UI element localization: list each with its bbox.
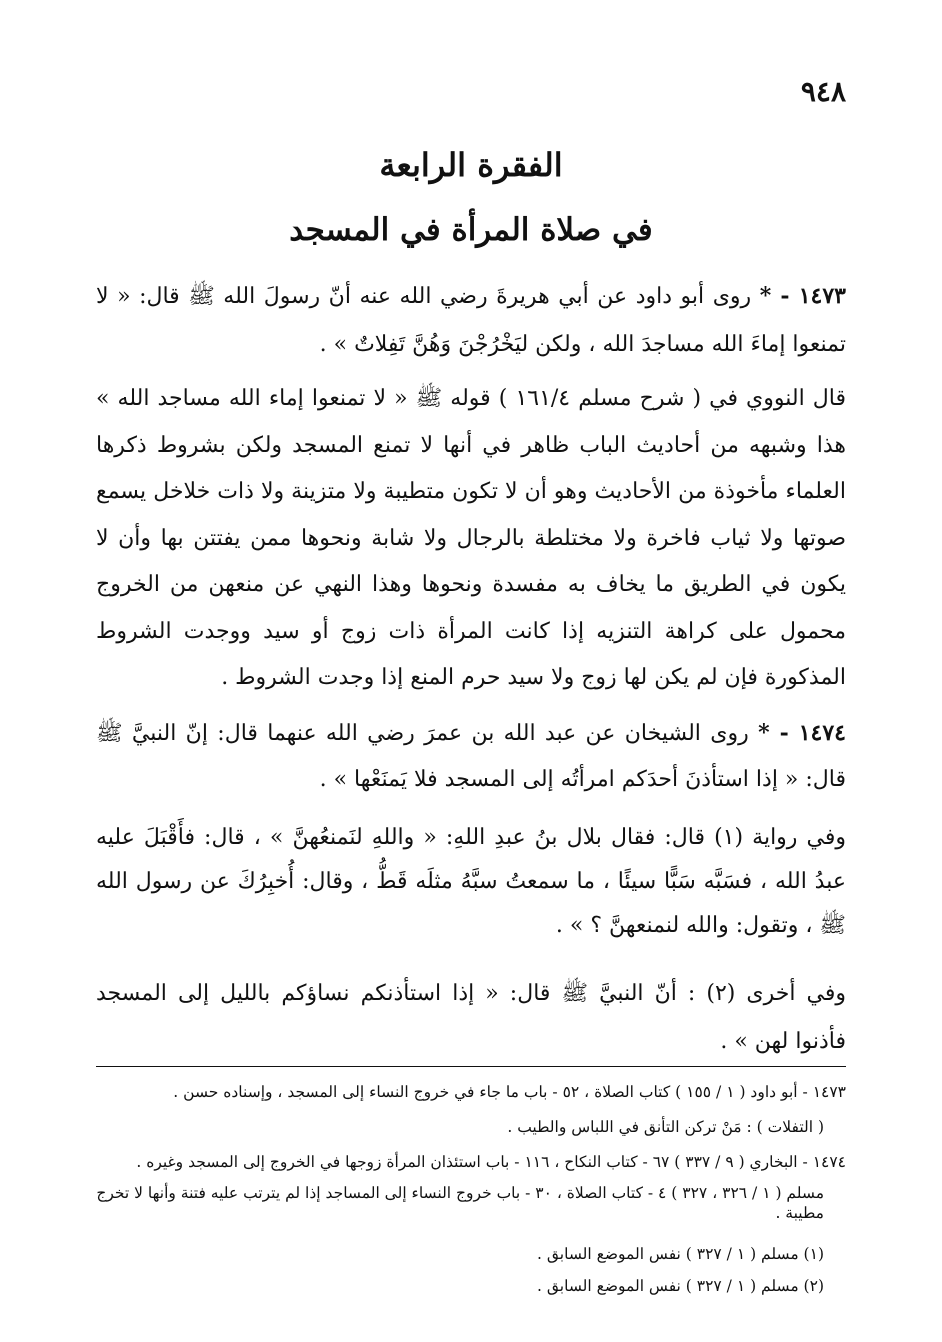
riwaya-2: وفي أخرى (٢) : أنّ النبيَّ ﷺ قال: « إذا استأذنكم نساؤكم بالليل إلى المسجد فأذنوا لهن » . <box>96 981 846 1054</box>
hadith-number: ١٤٧٣ - * <box>759 283 846 309</box>
section-title: في صلاة المرأة في المسجد <box>289 212 653 248</box>
footnote-1473-source: ١٤٧٣ - أبو داود ( ١ / ١٥٥ ) كتاب الصلاة ، ٥٢ - باب ما جاء في خروج النساء إلى المسجد ، وإسناده حسن . <box>173 1083 846 1101</box>
footnote-1474-bukhari: ١٤٧٤ - البخاري ( ٩ / ٣٣٧ ) ٦٧ - كتاب النكاح ، ١١٦ - باب استئذان المرأة زوجها في الخروج إلى المسجد وغيره . <box>136 1153 846 1171</box>
hadith-1473 <box>96 272 846 369</box>
hadith-number: ١٤٧٤ - * <box>758 720 846 746</box>
page-number: ٩٤٨ <box>800 75 846 108</box>
riwaya-1: وفي رواية (١) قال: فقال بلال بنُ عبدِ اللهِ: « واللهِ لنَمنعُهنَّ » ، قال: فأَقْبَلَ عليه عبدُ الله ، فسَبَّه سَبًّا سيئًا ، ما سمعتُ سبَّهُ مثلَه قَطُّ ، وقال: أُخبِرُكَ عن رسول الله ﷺ ، وتقول: والله لنمنعهنَّ ؟ » . <box>96 825 846 938</box>
hadith-text: روى الشيخان عن عبد الله بن عمرَ رضي الله عنهما قال: إنّ النبيَّ ﷺ قال: « إذا استأذنَ أحدَكم امرأتُه إلى المسجد فلا يَمنَعْها » . <box>96 721 846 792</box>
hadith-text: روى أبو داود عن أبي هريرةَ رضي الله عنه أنّ رسولَ الله ﷺ قال: « لا تمنعوا إماءَ الله مساجدَ الله ، ولكن ليَخْرُجْنَ وَهُنَّ تَفِلاتٌ » . <box>96 284 846 357</box>
footnote-divider <box>96 1066 846 1067</box>
footnote-note-2: (٢) مسلم ( ١ / ٣٢٧ ) نفس الموضع السابق . <box>537 1277 824 1295</box>
footnote-1473-gloss: ( التفلات ) : مَنْ تركن التأنق في اللباس والطيب . <box>507 1118 824 1136</box>
footnote-note-1: (١) مسلم ( ١ / ٣٢٧ ) نفس الموضع السابق . <box>537 1245 824 1263</box>
footnote-1474-muslim: مسلم ( ١ / ٣٢٦ ، ٣٢٧ ) ٤ - كتاب الصلاة ، ٣٠ - باب خروج النساء إلى المساجد إذا لم يترتب عليه فتنة وأنها لا تخرج مطيبة . <box>96 1184 824 1223</box>
commentary-nawawi: قال النووي في ( شرح مسلم ١٦١/٤ ) قوله ﷺ « لا تمنعوا إماء الله مساجد الله » هذا وشبهه من أحاديث الباب ظاهر في أنها لا تمنع المسجد ولكن بشروط ذكرها العلماء مأخوذة من الأحاديث وهو أن لا تكون متطيبة ولا متزينة ولا ذات خلاخل يسمع صوتها ولا ثياب فاخرة ولا مختلطة بالرجال ولا شابة ونحوها ممن يفتتن بها وأن لا يكون في الطريق ما يخاف به مفسدة ونحوها وهذا النهي عن منعهن من الخروج محمول على كراهة التنزيه إذا كانت المرأة ذات زوج أو سيد ووجدت الشروط المذكورة فإن لم يكن لها زوج ولا سيد حرم المنع إذا وجدت الشروط . <box>96 386 847 690</box>
hadith-1474 <box>96 710 846 803</box>
chapter-title: الفقرة الرابعة <box>379 146 563 184</box>
